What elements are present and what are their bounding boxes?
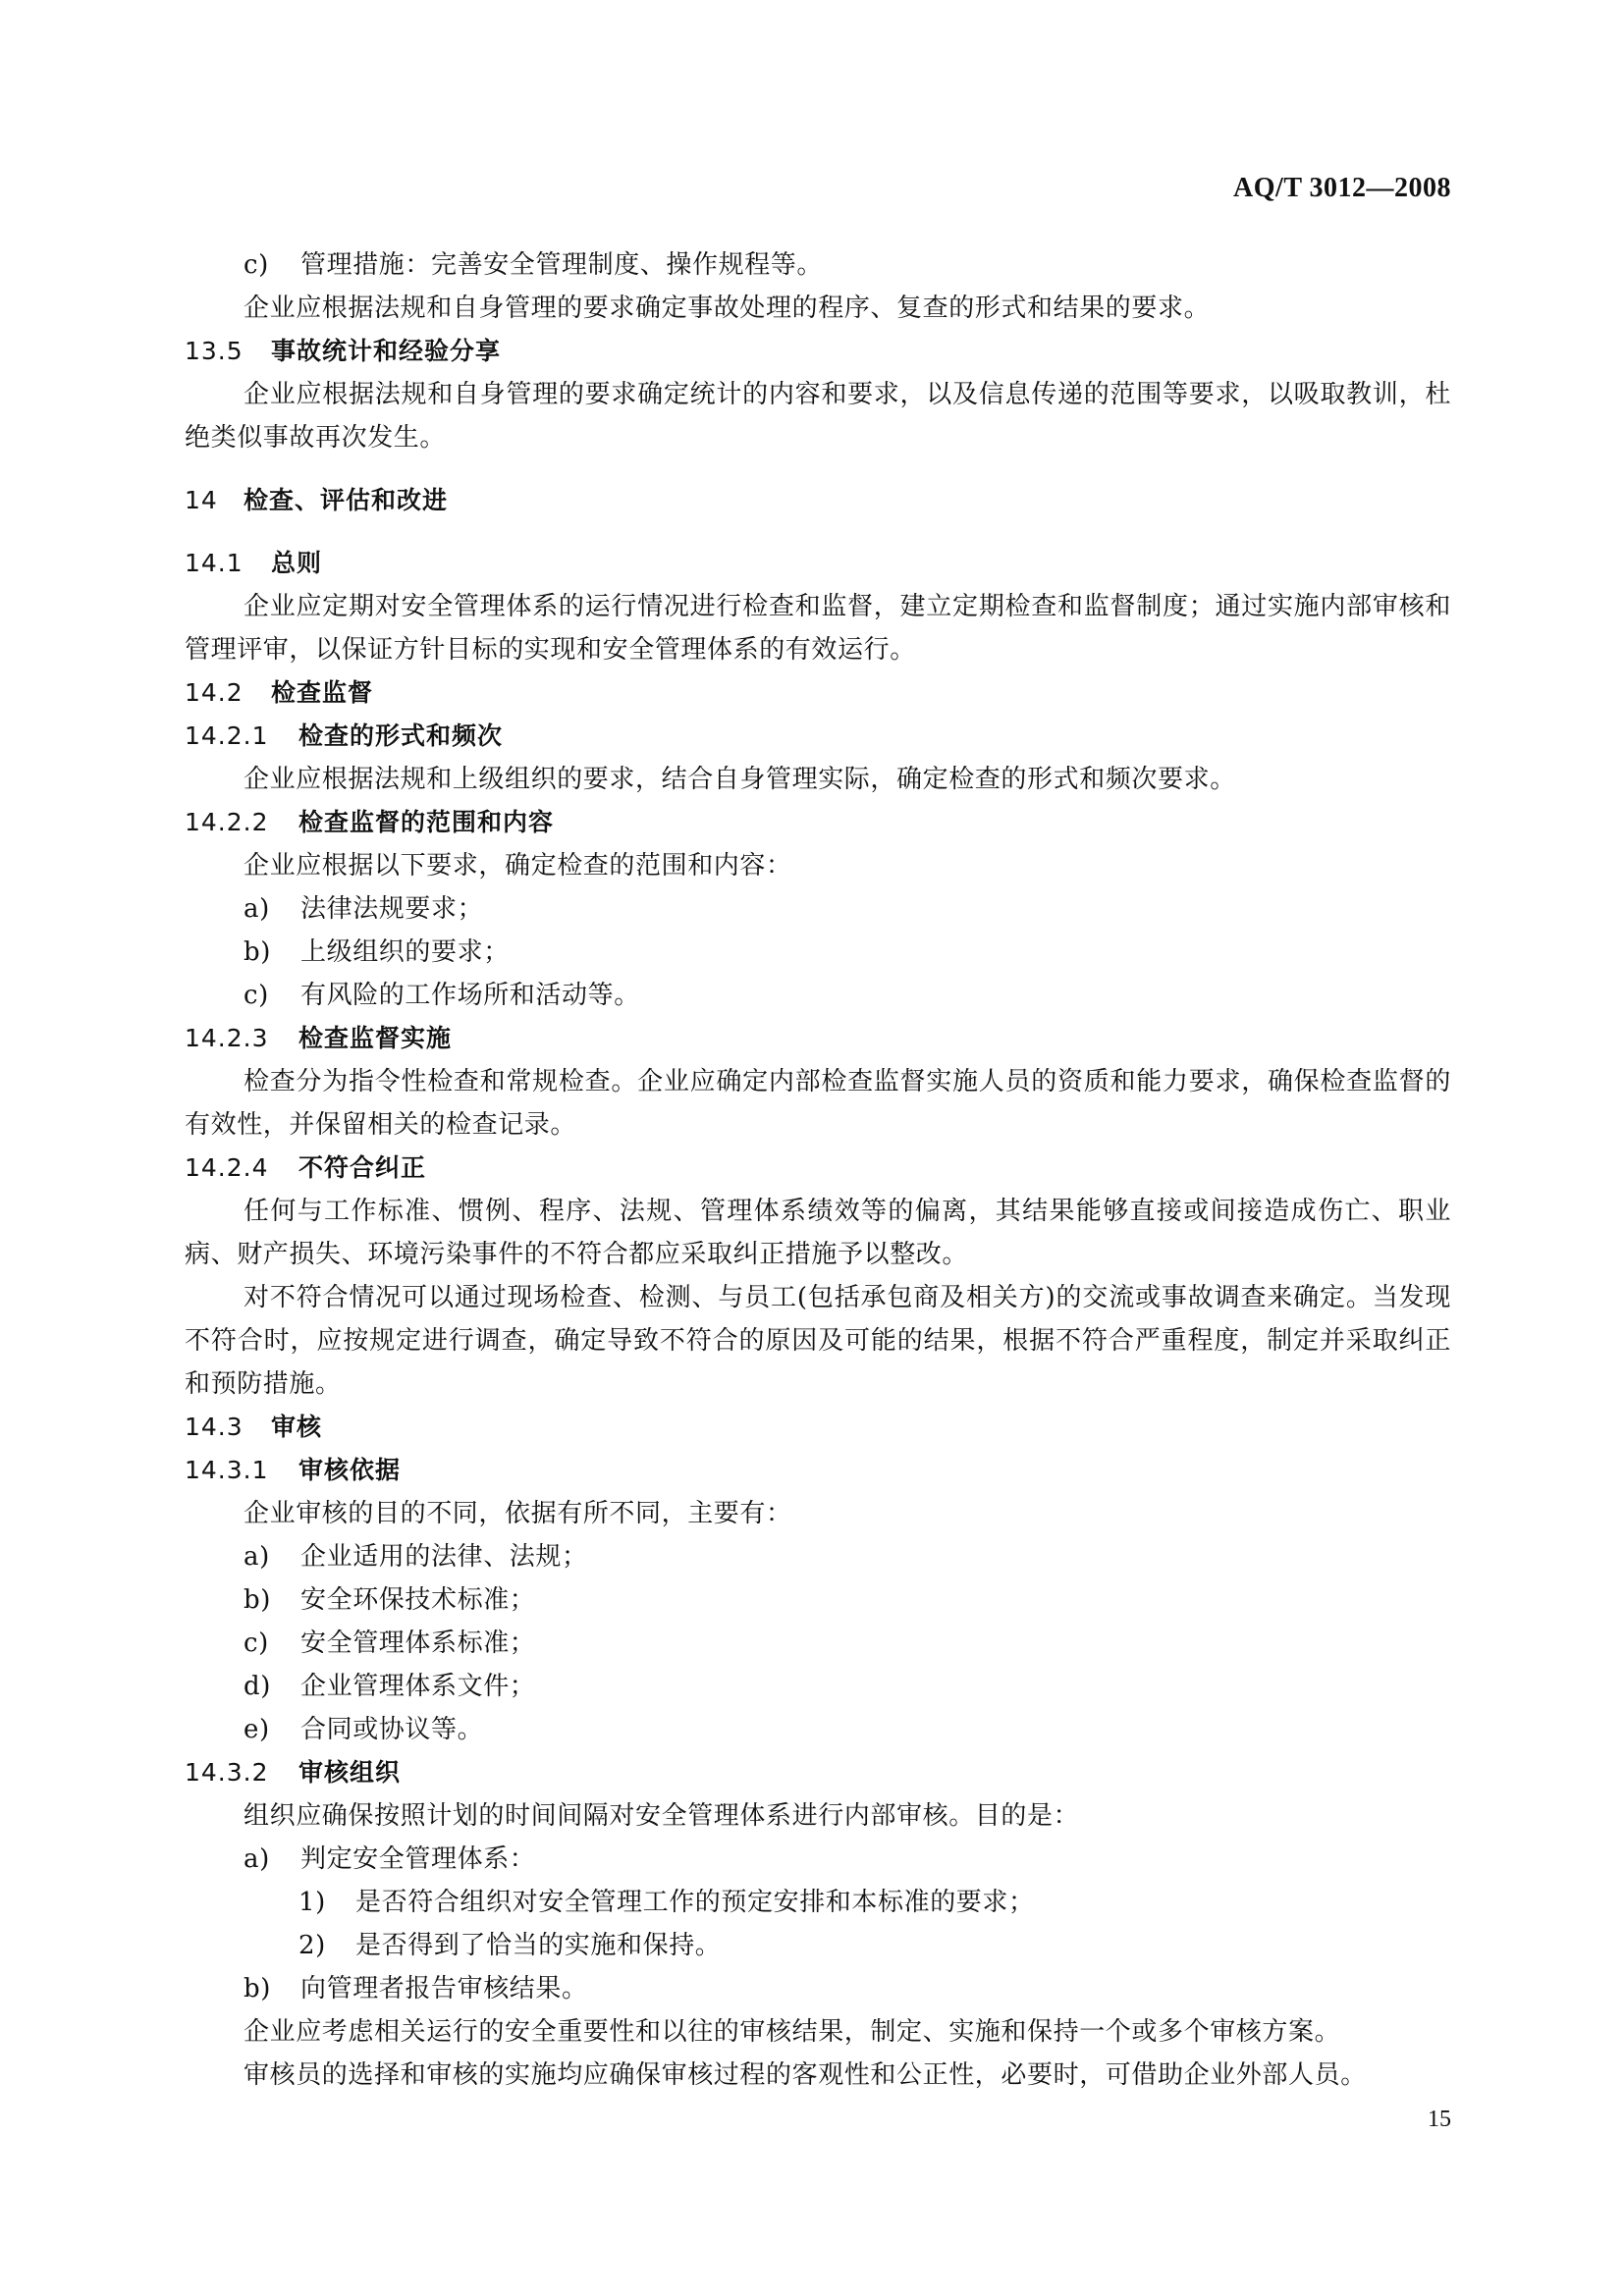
list-text: 安全环保技术标准； [300, 1585, 536, 1615]
section-heading-14-2-1 [185, 715, 1451, 758]
section-number: 14.2.4 [185, 1153, 269, 1182]
paragraph: 企业应根据法规和自身管理的要求确定事故处理的程序、复查的形式和结果的要求。 [244, 294, 1211, 323]
list-item [185, 974, 1451, 1017]
list-marker: a) [244, 1844, 270, 1874]
list-text: 企业管理体系文件； [300, 1672, 536, 1701]
paragraph: 企业审核的目的不同，依据有所不同，主要有： [244, 1499, 792, 1528]
page-number: 15 [1428, 2107, 1451, 2132]
list-marker: b) [244, 1585, 271, 1615]
sub-list-item [185, 1881, 1451, 1924]
list-marker: d) [244, 1672, 271, 1701]
list-item [185, 1967, 1451, 2010]
section-title: 检查、评估和改进 [244, 486, 449, 514]
paragraph: 企业应考虑相关运行的安全重要性和以往的审核结果，制定、实施和保持一个或多个审核方案。 [244, 2017, 1341, 2047]
paragraph: 企业应根据法规和自身管理的要求确定统计的内容和要求，以及信息传递的范围等要求，以吸取教训，杜绝类似事故再次发生。 [185, 380, 1451, 453]
list-item [185, 243, 1451, 287]
list-text: 企业适用的法律、法规； [300, 1542, 588, 1572]
list-item [185, 1665, 1451, 1708]
list-marker: c) [244, 1629, 269, 1658]
list-text: 安全管理体系标准； [300, 1629, 536, 1658]
section-heading-14-3-2 [185, 1751, 1451, 1794]
paragraph: 检查分为指令性检查和常规检查。企业应确定内部检查监督实施人员的资质和能力要求，确保检查监督的有效性，并保留相关的检查记录。 [185, 1067, 1451, 1140]
section-heading-14-2-2 [185, 801, 1451, 844]
list-marker: c) [244, 981, 269, 1010]
list-item [185, 1535, 1451, 1578]
list-item [185, 1622, 1451, 1665]
list-marker: b) [244, 937, 271, 967]
list-text: 管理措施：完善安全管理制度、操作规程等。 [300, 250, 824, 280]
list-text: 向管理者报告审核结果。 [300, 1974, 588, 2003]
sub-list-item [185, 1924, 1451, 1967]
section-number: 14.3.2 [185, 1758, 269, 1787]
section-number: 14.1 [185, 549, 244, 577]
section-heading-14-3 [185, 1406, 1451, 1449]
section-title: 检查监督实施 [298, 1024, 453, 1052]
list-marker: a) [244, 1542, 270, 1572]
section-heading-14-1 [185, 542, 1451, 585]
list-item [185, 1708, 1451, 1751]
section-number: 14.2.3 [185, 1024, 269, 1052]
list-marker: a) [244, 894, 270, 924]
section-number: 13.5 [185, 337, 244, 365]
section-title: 不符合纠正 [298, 1153, 427, 1182]
paragraph: 任何与工作标准、惯例、程序、法规、管理体系绩效等的偏离，其结果能够直接或间接造成伤亡、职业病、财产损失、环境污染事件的不符合都应采取纠正措施予以整改。 [185, 1197, 1451, 1269]
list-text: 有风险的工作场所和活动等。 [300, 981, 640, 1010]
section-number: 14.2.1 [185, 721, 269, 750]
paragraph: 企业应定期对安全管理体系的运行情况进行检查和监督，建立定期检查和监督制度；通过实施内部审核和管理评审，以保证方针目标的实现和安全管理体系的有效运行。 [185, 592, 1451, 665]
section-heading-13-5 [185, 330, 1451, 373]
section-number: 14.2.2 [185, 808, 269, 836]
list-marker: 2) [298, 1931, 326, 1960]
paragraph: 组织应确保按照计划的时间间隔对安全管理体系进行内部审核。目的是： [244, 1801, 1080, 1831]
section-heading-14-2 [185, 671, 1451, 715]
list-marker: 1) [298, 1888, 326, 1917]
section-heading-14-3-1 [185, 1449, 1451, 1492]
section-title: 检查监督的范围和内容 [298, 808, 555, 836]
list-text: 判定安全管理体系： [300, 1844, 536, 1874]
section-number: 14.3 [185, 1413, 244, 1441]
paragraph: 审核员的选择和审核的实施均应确保审核过程的客观性和公正性，必要时，可借助企业外部人员。 [244, 2060, 1367, 2090]
section-heading-14 [185, 479, 1451, 522]
section-title: 审核 [271, 1413, 323, 1441]
section-title: 检查的形式和频次 [298, 721, 504, 750]
paragraph: 对不符合情况可以通过现场检查、检测、与员工(包括承包商及相关方)的交流或事故调查来确定。当发现不符合时，应按规定进行调查，确定导致不符合的原因及可能的结果，根据不符合严重程度，制定并采取纠正和预防措施。 [185, 1283, 1451, 1399]
list-text: 合同或协议等。 [300, 1715, 484, 1744]
section-number: 14.3.1 [185, 1456, 269, 1484]
section-number: 14 [185, 486, 218, 514]
section-number: 14.2 [185, 678, 244, 707]
section-title: 事故统计和经验分享 [271, 337, 502, 365]
list-item [185, 931, 1451, 974]
section-title: 检查监督 [271, 678, 374, 707]
list-marker: c) [244, 250, 269, 280]
document-body [185, 243, 1451, 2097]
section-title: 审核依据 [298, 1456, 402, 1484]
section-title: 审核组织 [298, 1758, 402, 1787]
list-item [185, 1838, 1451, 1881]
list-text: 是否符合组织对安全管理工作的预定安排和本标准的要求； [355, 1888, 1035, 1917]
list-text: 法律法规要求； [300, 894, 484, 924]
list-marker: e) [244, 1715, 270, 1744]
paragraph: 企业应根据以下要求，确定检查的范围和内容： [244, 851, 792, 881]
list-text: 上级组织的要求； [300, 937, 510, 967]
list-text: 是否得到了恰当的实施和保持。 [355, 1931, 722, 1960]
list-item [185, 887, 1451, 931]
standard-code: AQ/T 3012—2008 [1233, 173, 1451, 203]
list-item [185, 1578, 1451, 1622]
section-heading-14-2-4 [185, 1147, 1451, 1190]
section-heading-14-2-3 [185, 1017, 1451, 1060]
paragraph: 企业应根据法规和上级组织的要求，结合自身管理实际，确定检查的形式和频次要求。 [244, 765, 1236, 794]
section-title: 总则 [271, 549, 323, 577]
list-marker: b) [244, 1974, 271, 2003]
